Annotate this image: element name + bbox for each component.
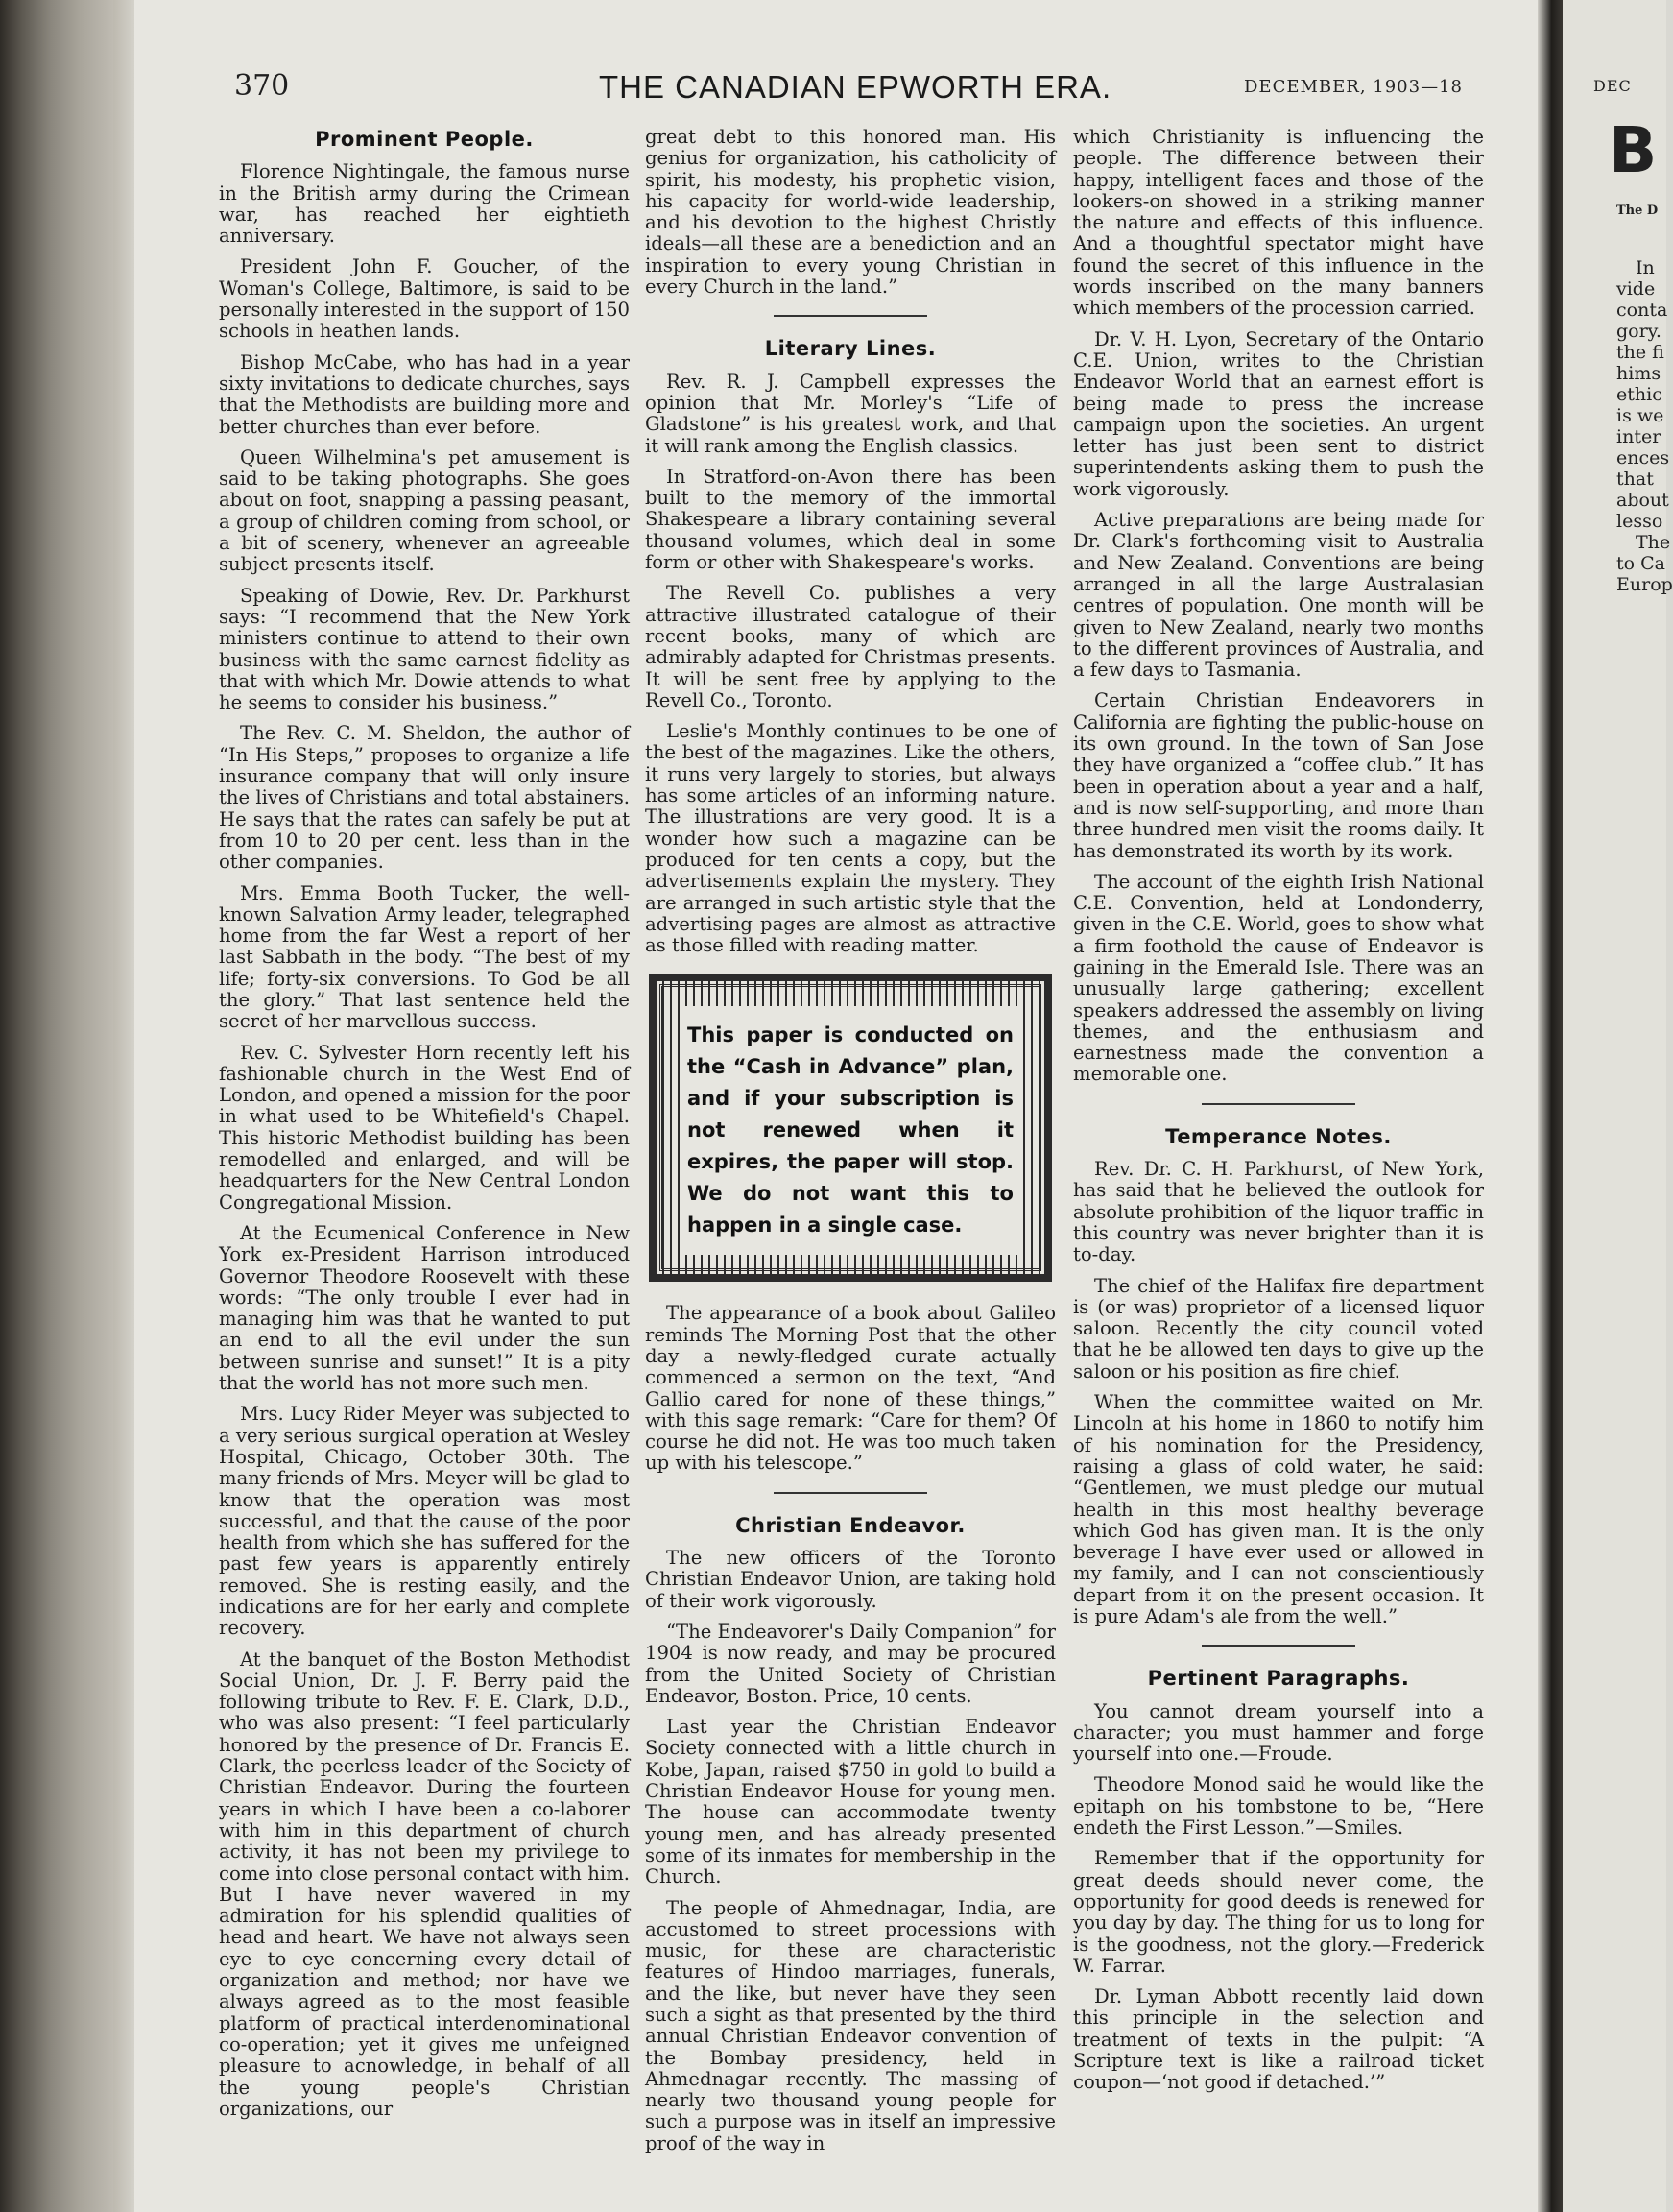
section-heading-pertinent-paragraphs: Pertinent Paragraphs. bbox=[1147, 1667, 1410, 1691]
section-heading-literary-lines: Literary Lines. bbox=[764, 337, 937, 361]
article-paragraph: The Rev. C. M. Sheldon, the author of “In His Steps,” proposes to organize a life insurance company that will only insure the lives of Christians and total abstainers. He says that the rates can safely be put at from 10 to 20 per cent. less than in the other companies. bbox=[219, 722, 630, 874]
section-divider bbox=[1202, 1103, 1355, 1105]
article-paragraph: The Revell Co. publishes a very attractive illustrated catalogue of their recent books, many of which are admirably adapted for Christmas presents. It will be sent free by applying to the Revell Co., Toronto. bbox=[645, 582, 1056, 711]
column-2 bbox=[645, 127, 1056, 2164]
next-page-fragment: The D bbox=[1616, 204, 1659, 218]
next-page-heading: B bbox=[1609, 113, 1658, 187]
next-page-fragment: to Ca bbox=[1616, 553, 1665, 574]
article-paragraph: Mrs. Lucy Rider Meyer was subjected to a very serious surgical operation at Wesley Hospital, Chicago, October 30th. The many friends of Mrs. Meyer will be glad to know that the operation was most successful, and that the cause of the poor health from which she has suffered for the past few years is apparently entirely removed. She is resting easily, and the indications are for her early and complete recovery. bbox=[219, 1403, 630, 1640]
subscription-notice-box bbox=[649, 974, 1052, 1282]
issue-date: DECEMBER, 1903—18 bbox=[1244, 77, 1463, 97]
subscription-notice-text: This paper is conducted on the “Cash in Advance” plan, and if your subscription is not renewed when it expires, the paper will stop. We do not want this to happen in a single case. bbox=[680, 1006, 1021, 1255]
adjacent-page-fragment bbox=[1563, 0, 1673, 2212]
next-page-fragment: about bbox=[1616, 490, 1669, 511]
section-heading-christian-endeavor: Christian Endeavor. bbox=[735, 1513, 966, 1537]
book-gutter bbox=[1538, 0, 1563, 2212]
next-page-fragment: conta bbox=[1616, 300, 1668, 321]
article-paragraph: The account of the eighth Irish National C.E. Convention, held at Londonderry, given in the C.E. World, goes to show what a firm foothold the cause of Endeavor is gaining in the Emerald Isle. There was an unusually large gathering; excellent speakers addressed the assembly on living themes, and the enthusiasm and earnestness made the convention a memorable one. bbox=[1073, 870, 1484, 1086]
article-paragraph: Dr. V. H. Lyon, Secretary of the Ontario C.E. Union, writes to the Christian Endeavor World that an earnest effort is being made to press the increase campaign upon the societies. An urgent letter has just been sent to district superintendents asking them to push the work vigorously. bbox=[1073, 327, 1484, 500]
article-continuation: great debt to this honored man. His genius for organization, his catholicity of spirit, his modesty, his prophetic vision, his capacity for world-wide leadership, and his devotion to the highest Christly ideals—all these are a benediction and an inspiration to every young Christian in every Church in the land.” bbox=[645, 126, 1056, 299]
next-page-fragment: In bbox=[1636, 257, 1655, 278]
next-page-fragment: inter bbox=[1616, 426, 1661, 447]
section-heading-temperance-notes: Temperance Notes. bbox=[1165, 1124, 1392, 1148]
next-page-header: DEC bbox=[1593, 77, 1632, 95]
section-divider bbox=[1202, 1645, 1355, 1647]
article-paragraph: Last year the Christian Endeavor Society connected with a little church in Kobe, Japan, raised $750 in gold to build a Christian Endeavor House for young men. The house can accommodate twenty young men, and has already presented some of its inmates for membership in the Church. bbox=[645, 1716, 1056, 1888]
next-page-fragment: The bbox=[1636, 532, 1671, 553]
next-page-fragment: that bbox=[1616, 469, 1654, 490]
page-number: 370 bbox=[234, 69, 290, 103]
column-1 bbox=[219, 127, 630, 2129]
next-page-fragment: vide bbox=[1616, 278, 1656, 300]
article-paragraph: The appearance of a book about Galileo reminds The Morning Post that the other day a newly-fledged curate actually commenced a sermon on the text, “And Gallio cared for none of these things,” with this sage remark: “Care for them? Of course he did not. He was too much taken up with his telescope.” bbox=[645, 1302, 1056, 1475]
book-binding bbox=[0, 0, 113, 2212]
article-paragraph: Rev. R. J. Campbell expresses the opinion that Mr. Morley's “Life of Gladstone” is his greatest work, and that it will rank among the English classics. bbox=[645, 370, 1056, 457]
article-paragraph: The chief of the Halifax fire department is (or was) proprietor of a licensed liquor saloon. Recently the city council voted that he be allowed ten days to give up the saloon or his position as fire chief. bbox=[1073, 1274, 1484, 1382]
article-paragraph: Mrs. Emma Booth Tucker, the well-known Salvation Army leader, telegraphed home from the far West a report of her last Sabbath in the body. “The best of my life; forty-six conversions. To God be all the glory.” That last sentence held the secret of her marvellous success. bbox=[219, 881, 630, 1033]
article-paragraph: Rev. Dr. C. H. Parkhurst, of New York, has said that he believed the outlook for absolute prohibition of the liquor traffic in this country was never brighter than it is to-day. bbox=[1073, 1158, 1484, 1266]
article-paragraph: Active preparations are being made for Dr. Clark's forthcoming visit to Australia and New Zealand. Conventions are being arranged in all the large Australasian centres of population. One month will be given to New Zealand, nearly two months to the different provinces of Australia, and a few days to Tasmania. bbox=[1073, 509, 1484, 682]
page-header bbox=[234, 69, 1463, 115]
article-paragraph: When the committee waited on Mr. Lincoln at his home in 1860 to notify him of his nomination for the Presidency, raising a glass of cold water, he said: “Gentlemen, we must pledge our mutual health in this most healthy beverage which God has given man. It is the only beverage I have ever used or allowed in my family, and I can not conscientiously depart from it on the present occasion. It is pure Adam's ale from the well.” bbox=[1073, 1391, 1484, 1627]
article-paragraph: Theodore Monod said he would like the epitaph on his tombstone to be, “Here endeth the First Lesson.”—Smiles. bbox=[1073, 1773, 1484, 1839]
article-continuation: which Christianity is influencing the people. The difference between their happy, intelligent faces and those of the lookers-on showed in a striking manner the nature and effects of this influence. And a thoughtful spectator might have found the secret of this influence in the words inscribed on the many banners which members of the procession carried. bbox=[1073, 126, 1484, 320]
article-paragraph: “The Endeavorer's Daily Companion” for 1904 is now ready, and may be procured from the United Society of Christian Endeavor, Boston. Price, 10 cents. bbox=[645, 1620, 1056, 1707]
next-page-fragment: ences bbox=[1616, 447, 1670, 469]
next-page-fragment: ethic bbox=[1616, 384, 1662, 405]
section-divider bbox=[774, 1492, 927, 1494]
next-page-fragment: the fi bbox=[1616, 342, 1664, 363]
article-paragraph: President John F. Goucher, of the Woman's College, Baltimore, is said to be personally interested in the support of 150 schools in heathen lands. bbox=[219, 255, 630, 343]
article-paragraph: The new officers of the Toronto Christian Endeavor Union, are taking hold of their work vigorously. bbox=[645, 1547, 1056, 1612]
article-paragraph: Dr. Lyman Abbott recently laid down this principle in the selection and treatment of texts in the pulpit: “A Scripture text is like a railroad ticket coupon—‘not good if detached.’” bbox=[1073, 1985, 1484, 2094]
article-paragraph: The people of Ahmednagar, India, are accustomed to street processions with music, for these are characteristic features of Hindoo marriages, funerals, and the like, but never have they seen such a sight as that presented by the third annual Christian Endeavor convention of the Bombay presidency, held in Ahmednagar recently. The massing of nearly two thousand young people for such a purpose was in itself an impressive proof of the way in bbox=[645, 1896, 1056, 2154]
article-paragraph: In Stratford-on-Avon there has been built to the memory of the immortal Shakespeare a library containing several thousand volumes, which deal in some form or other with Shakespeare's works. bbox=[645, 465, 1056, 574]
article-paragraph: Florence Nightingale, the famous nurse in the British army during the Crimean war, has reached her eightieth anniversary. bbox=[219, 160, 630, 248]
article-paragraph: Speaking of Dowie, Rev. Dr. Parkhurst says: “I recommend that the New York ministers continue to attend to their own business with the same earnest fidelity as that with which Mr. Dowie attends to what he seems to consider his business.” bbox=[219, 584, 630, 714]
article-paragraph: Certain Christian Endeavorers in California are fighting the public-house on its own ground. In the town of San Jose they have organized a “coffee club.” It has been in operation about a year and a half, and is now self-supporting, and more than three hundred men visit the rooms daily. It has demonstrated its worth by its work. bbox=[1073, 689, 1484, 862]
article-paragraph: You cannot dream yourself into a character; you must hammer and forge yourself into one.—Froude. bbox=[1073, 1699, 1484, 1766]
next-page-fragment: is we bbox=[1616, 405, 1664, 426]
next-page-fragment: gory. bbox=[1616, 321, 1661, 342]
section-divider bbox=[774, 315, 927, 317]
next-page-fragment: hims bbox=[1616, 363, 1661, 384]
next-page-fragment: lesso bbox=[1616, 511, 1663, 532]
column-3 bbox=[1073, 127, 1484, 2104]
page-edge bbox=[113, 0, 134, 2212]
next-page-fragment: Europ bbox=[1616, 574, 1673, 595]
article-paragraph: Bishop McCabe, who has had in a year sixty invitations to dedicate churches, says that the Methodists are building more and better churches than ever before. bbox=[219, 350, 630, 438]
article-paragraph: Queen Wilhelmina's pet amusement is said to be taking photographs. She goes about on foot, snapping a passing peasant, a group of children coming from school, or a bit of scenery, whenever an agreeable subject presents itself. bbox=[219, 445, 630, 576]
publication-title: THE CANADIAN EPWORTH ERA. bbox=[599, 69, 1112, 105]
article-paragraph: At the Ecumenical Conference in New York ex-President Harrison introduced Governor Theodore Roosevelt with these words: “The only trouble I ever had in managing him was that he wanted to put an end to all the evil under the sun between sunrise and sunset!” It is a pity that the world has not more such men. bbox=[219, 1221, 630, 1395]
article-paragraph: Rev. C. Sylvester Horn recently left his fashionable church in the West End of London, and opened a mission for the poor in what used to be Whitefield's Chapel. This historic Methodist building has been remodelled and enlarged, and will be headquarters for the New Central London Congregational Mission. bbox=[219, 1041, 630, 1214]
article-paragraph: At the banquet of the Boston Methodist Social Union, Dr. J. F. Berry paid the following tribute to Rev. F. E. Clark, D.D., who was also present: “I feel particularly honored by the presence of Dr. Francis E. Clark, the peerless leader of the Society of Christian Endeavor. During the fourteen years in which I have been a co-laborer with him in this department of church activity, it has not been my privilege to come into close personal contact with him. But I have never wavered in my admiration for his splendid qualities of head and heart. We have not always seen eye to eye concerning every detail of organization and method; nor have we always agreed as to the most feasible platform of practical interdenominational co-operation; yet it gives me unfeigned pleasure to acnowledge, in behalf of all the young people's Christian organizations, our bbox=[219, 1647, 630, 2120]
section-heading-prominent-people: Prominent People. bbox=[315, 128, 534, 151]
article-paragraph: Remember that if the opportunity for great deeds should never come, the opportunity for good deeds is renewed for you day by day. The thing for us to long for is the goodness, not the glory.—Frederick W. Farrar. bbox=[1073, 1847, 1484, 1977]
article-paragraph: Leslie's Monthly continues to be one of the best of the magazines. Like the others, it runs very largely to stories, but always has some articles of an informing nature. The illustrations are very good. It is a wonder how such a magazine can be produced for ten cents a copy, but the advertisements explain the mystery. They are arranged in such artistic style that the advertising pages are almost as attractive as those filled with reading matter. bbox=[645, 720, 1056, 957]
